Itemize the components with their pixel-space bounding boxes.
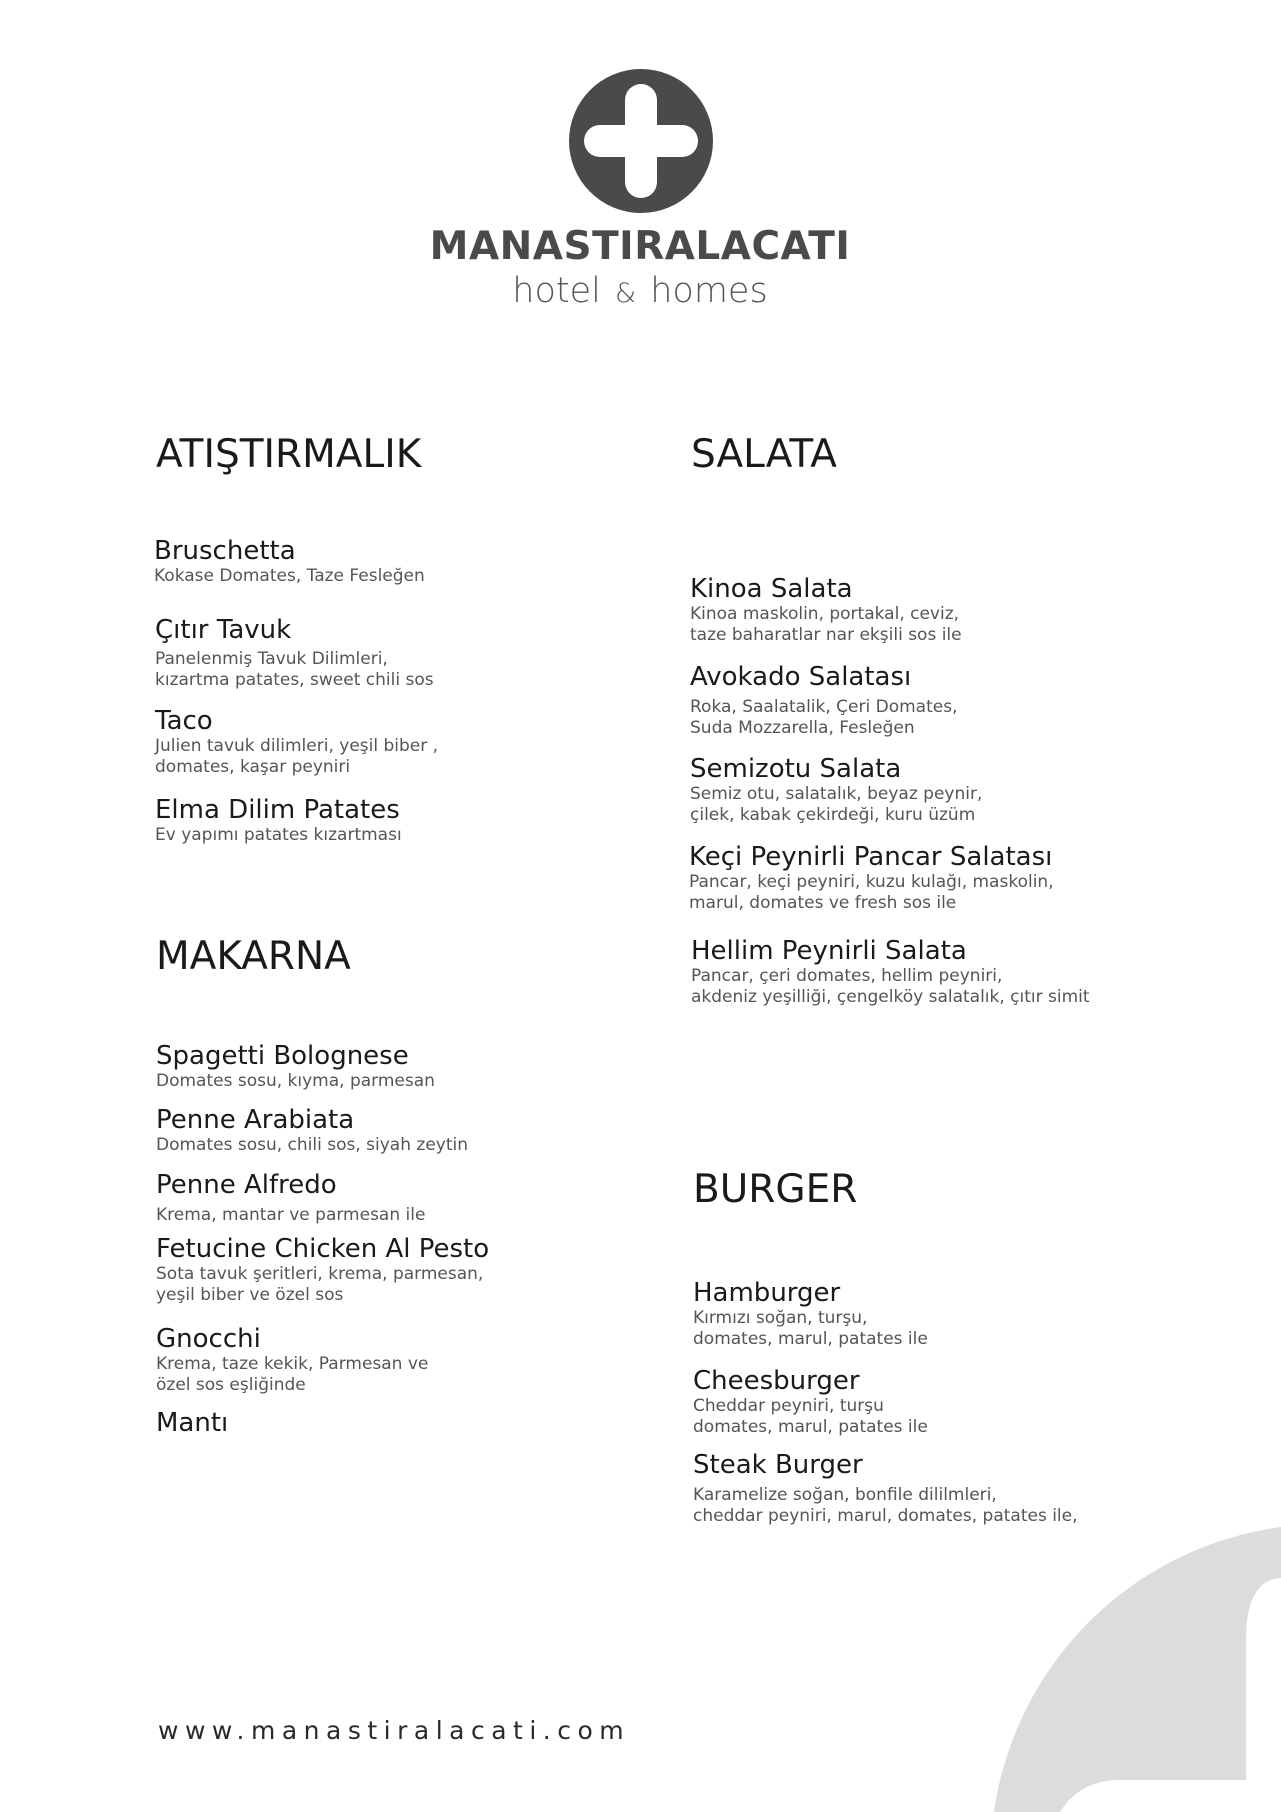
item-desc: Karamelize soğan, bonfile dililmleri, cheddar peyniri, marul, domates, patates ile, — [693, 1485, 1078, 1526]
item-desc: Panelenmiş Tavuk Dilimleri, kızartma patates, sweet chili sos — [155, 649, 434, 690]
item-desc: Domates sosu, kıyma, parmesan — [156, 1071, 435, 1091]
item-desc: Julien tavuk dilimleri, yeşil biber , domates, kaşar peyniri — [155, 736, 439, 777]
menu-item — [156, 1234, 489, 1306]
brand-sub-amp: & — [615, 278, 637, 309]
menu-item — [155, 795, 402, 846]
item-name: Semizotu Salata — [690, 754, 902, 784]
menu-item — [155, 615, 434, 691]
item-name: Penne Arabiata — [156, 1105, 355, 1135]
item-desc: Ev yapımı patates kızartması — [155, 825, 402, 845]
menu-item — [155, 706, 438, 778]
menu-item — [154, 536, 425, 587]
item-name: Fetucine Chicken Al Pesto — [156, 1234, 490, 1264]
section-title-burger: BURGER — [693, 1167, 858, 1212]
brand-subtitle — [340, 270, 940, 315]
item-name: Cheesburger — [693, 1366, 860, 1396]
menu-item — [690, 754, 982, 826]
menu-item — [156, 1170, 425, 1226]
item-desc: Cheddar peyniri, turşu domates, marul, patates ile — [693, 1396, 928, 1437]
item-name: Bruschetta — [154, 536, 296, 566]
website-url: www.manastiralacati.com — [158, 1716, 631, 1745]
item-name: Steak Burger — [693, 1450, 863, 1480]
item-desc: Pancar, keçi peyniri, kuzu kulağı, maskolin, marul, domates ve fresh sos ile — [689, 872, 1054, 913]
section-title-atistirmalik: ATIŞTIRMALIK — [156, 432, 422, 477]
menu-item — [689, 842, 1054, 914]
menu-item — [693, 1278, 928, 1350]
item-name: Hamburger — [693, 1278, 841, 1308]
menu-item — [690, 662, 957, 739]
item-desc: Krema, taze kekik, Parmesan ve özel sos eşliğinde — [156, 1354, 429, 1395]
item-desc: Roka, Saalatalik, Çeri Domates, Suda Mozzarella, Fesleğen — [690, 697, 958, 738]
item-name: Çıtır Tavuk — [155, 615, 292, 645]
item-desc: Kokase Domates, Taze Fesleğen — [154, 566, 425, 586]
menu-item — [156, 1041, 435, 1092]
brand-logo-icon — [568, 68, 714, 214]
item-desc: Krema, mantar ve parmesan ile — [156, 1205, 426, 1225]
brand-sub-right: homes — [650, 271, 768, 311]
section-title-makarna: MAKARNA — [156, 934, 351, 979]
item-desc: Semiz otu, salatalık, beyaz peynir, çilek, kabak çekirdeği, kuru üzüm — [690, 784, 983, 825]
item-name: Spagetti Bolognese — [156, 1041, 409, 1071]
menu-item — [156, 1408, 228, 1438]
item-desc: Kinoa maskolin, portakal, ceviz, taze baharatlar nar ekşili sos ile — [690, 604, 962, 645]
item-name: Mantı — [156, 1408, 229, 1438]
menu-item — [693, 1450, 1078, 1527]
menu-item — [156, 1324, 428, 1396]
menu-item — [690, 574, 962, 646]
menu-item — [693, 1366, 928, 1438]
menu-item — [691, 936, 1090, 1008]
brand-name: MANASTIRALACATI — [429, 224, 851, 269]
item-desc: Kırmızı soğan, turşu, domates, marul, patates ile — [693, 1308, 928, 1349]
item-name: Avokado Salatası — [690, 662, 912, 692]
item-name: Elma Dilim Patates — [155, 795, 400, 825]
item-desc: Sota tavuk şeritleri, krema, parmesan, yeşil biber ve özel sos — [156, 1264, 484, 1305]
item-name: Gnocchi — [156, 1324, 261, 1354]
item-desc: Pancar, çeri domates, hellim peyniri, akdeniz yeşilliği, çengelköy salatalık, çıtır simit — [691, 966, 1090, 1007]
item-name: Kinoa Salata — [690, 574, 853, 604]
item-name: Keçi Peynirli Pancar Salatası — [689, 842, 1053, 872]
menu-item — [156, 1105, 468, 1156]
brand-sub-left: hotel — [512, 271, 601, 311]
item-name: Taco — [155, 706, 213, 736]
item-name: Penne Alfredo — [156, 1170, 337, 1200]
item-name: Hellim Peynirli Salata — [691, 936, 967, 966]
item-desc: Domates sosu, chili sos, siyah zeytin — [156, 1135, 469, 1155]
section-title-salata: SALATA — [691, 432, 837, 477]
